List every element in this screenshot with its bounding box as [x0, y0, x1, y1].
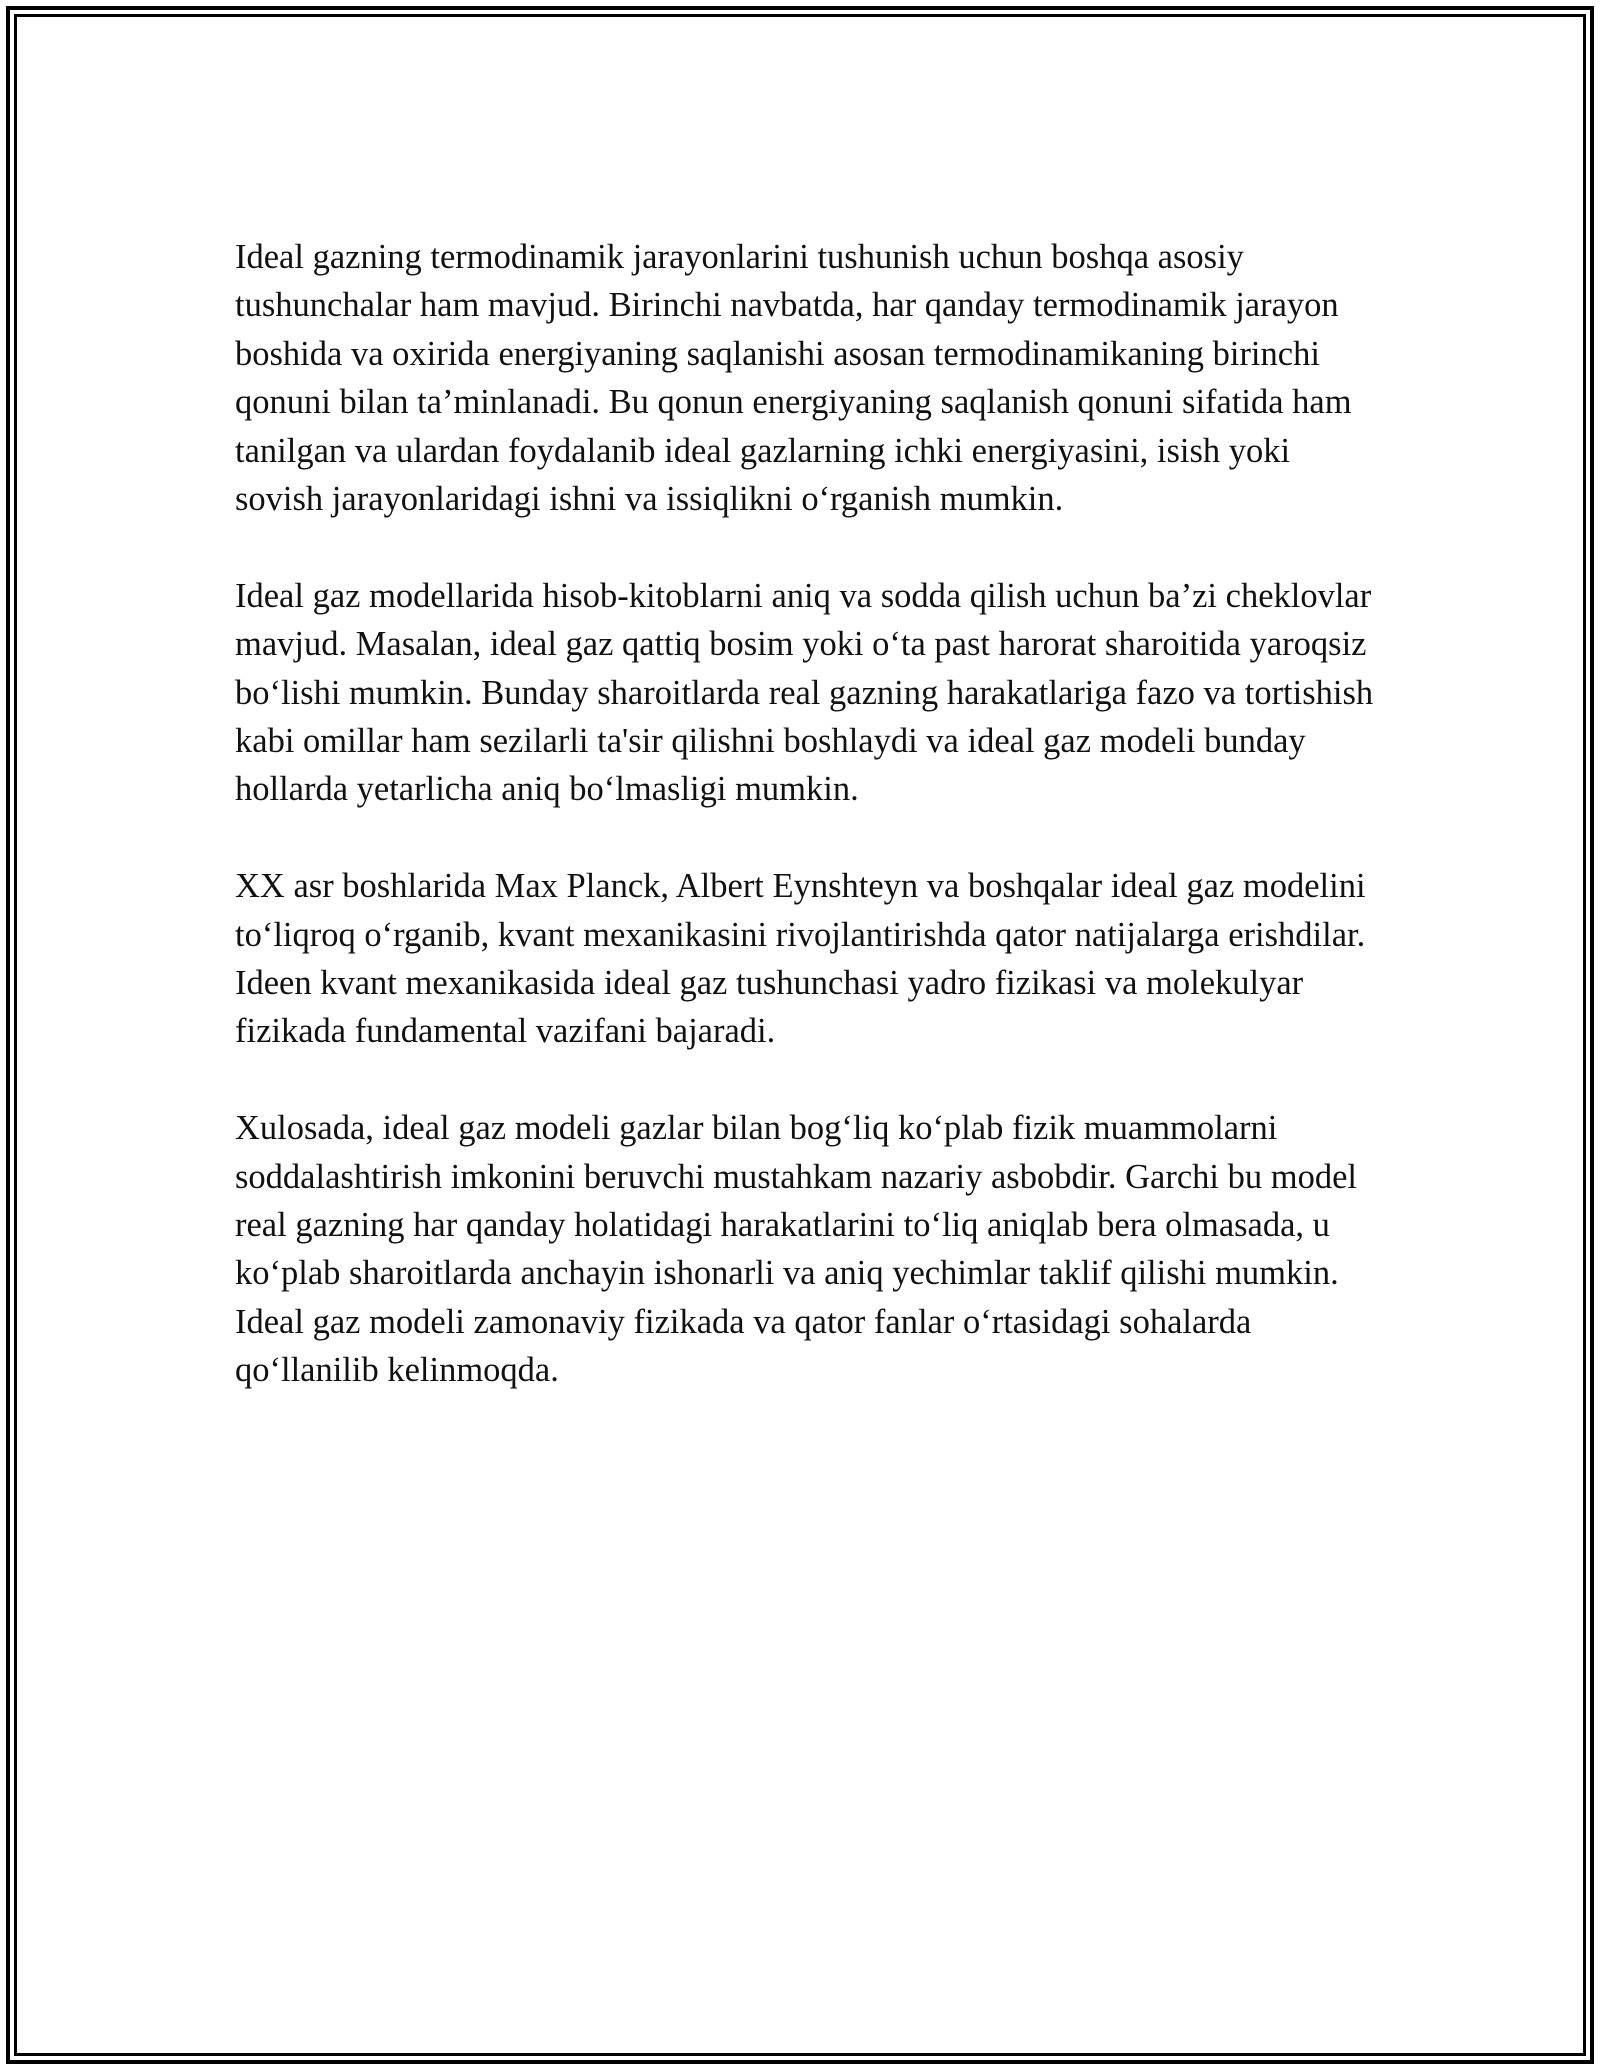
- paragraph-1: Ideal gazning termodinamik jarayonlarini tushunish uchun boshqa asosiy tushunchalar ham mavjud. Birinchi navbatda, har qanday termodinamik jarayon boshida va oxirida energiyaning saqlanishi asosan termodinamikaning birinchi qonuni bilan ta’minlanadi. Bu qonun energiyaning saqlanish qonuni sifatida ham tanilgan va ulardan foydalanib ideal gazlarning ichki energiyasini, isish yoki sovish jarayonlaridagi ishni va issiqlikni o‘rganish mumkin.: [235, 238, 1352, 519]
- paragraph-2: Ideal gaz modellarida hisob-kitoblarni aniq va sodda qilish uchun ba’zi cheklovlar mavjud. Masalan, ideal gaz qattiq bosim yoki o‘ta past harorat sharoitida yaroqsiz bo‘lishi mumkin. Bunday sharoitlarda real gazning harakatlariga fazo va tortishish kabi omillar ham sezilarli ta'sir qilishni boshlaydi va ideal gaz modeli bunday hollarda yetarlicha aniq bo‘lmasligi mumkin.: [235, 576, 1374, 809]
- paragraph-4: Xulosada, ideal gaz modeli gazlar bilan bog‘liq ko‘plab fizik muammolarni soddalashtirish imkonini beruvchi mustahkam nazariy asbobdir. Garchi bu model real gazning har qanday holatidagi harakatlarini to‘liq aniqlab bera olmasada, u ko‘plab sharoitlarda anchayin ishonarli va aniq yechimlar taklif qilishi mumkin. Ideal gaz modeli zamonaviy fizikada va qator fanlar o‘rtasidagi sohalarda qo‘llanilib kelinmoqda.: [235, 1109, 1357, 1390]
- document-body: [235, 233, 1375, 1443]
- paragraph-3: XX asr boshlarida Max Planck, Albert Eynshteyn va boshqalar ideal gaz modelini to‘liqroq o‘rganib, kvant mexanikasini rivojlantirishda qator natijalarga erishdilar. Ideen kvant mexanikasida ideal gaz tushunchasi yadro fizikasi va molekulyar fizikada fundamental vazifani bajaradi.: [235, 867, 1366, 1051]
